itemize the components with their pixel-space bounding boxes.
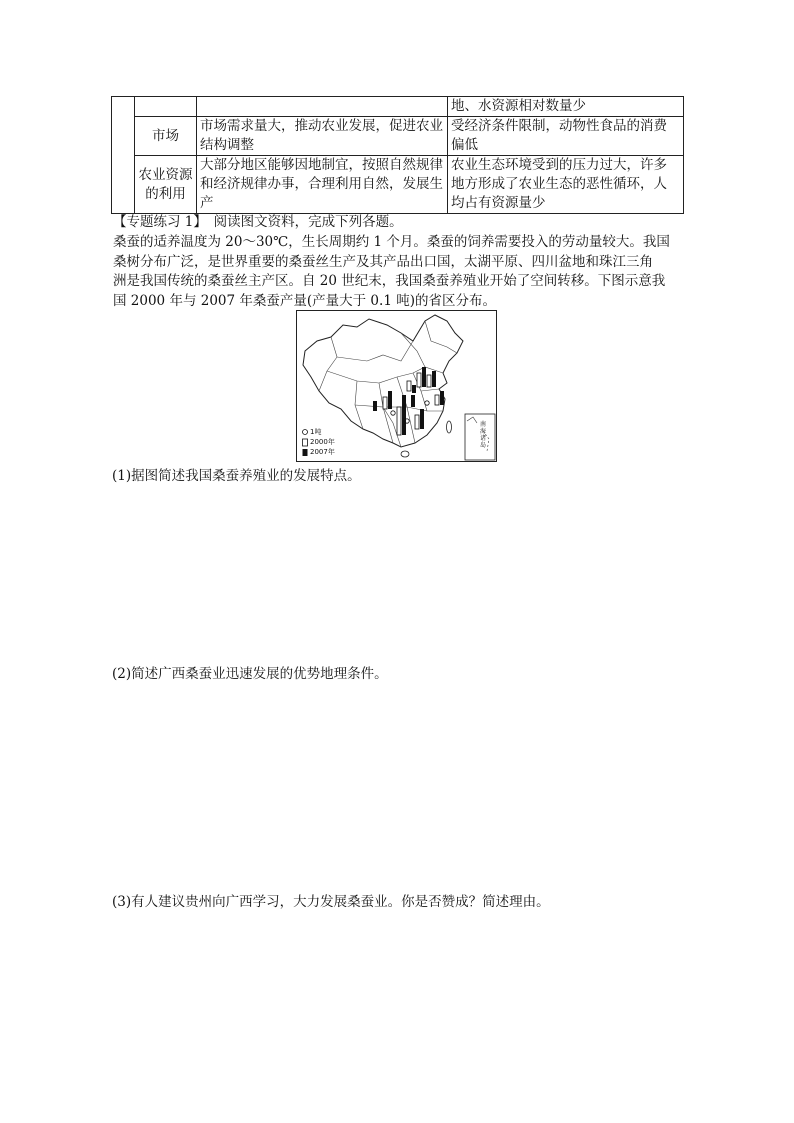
advantage-cell	[197, 97, 448, 117]
limitation-cell: 受经济条件限制，动物性食品的消费偏低	[448, 117, 684, 156]
paragraph-line: 桑树分布广泛，是世界重要的桑蚕丝生产及其产品出口国，太湖平原、四川盆地和珠江三角	[113, 253, 653, 270]
factor-cell	[135, 97, 197, 117]
inset-label: 南海诸岛	[480, 421, 487, 449]
table-row	[112, 156, 684, 214]
advantage-cell: 市场需求量大，推动农业发展，促进农业结构调整	[197, 117, 448, 156]
question-1: (1)据图简述我国桑蚕养殖业的发展特点。	[112, 468, 361, 484]
table-blank-cell	[112, 97, 135, 214]
legend-label: 2007年	[310, 448, 335, 456]
legend-bar-2007-icon	[303, 449, 308, 456]
china-silkworm-map	[296, 310, 497, 462]
paragraph-line: 洲是我国传统的桑蚕丝主产区。自 20 世纪末，我国桑蚕养殖业开始了空间转移。下图示意我	[113, 273, 666, 289]
limitation-cell: 地、水资源相对数量少	[448, 97, 684, 117]
factor-cell: 农业资源的利用	[135, 156, 197, 214]
table-row	[112, 97, 684, 117]
map-legend	[303, 430, 308, 457]
reading-paragraph	[113, 233, 685, 311]
legend-labels	[310, 427, 335, 457]
advantage-cell: 大部分地区能够因地制宜，按照自然规律和经济规律办事，合理利用自然，发展生产	[197, 156, 448, 214]
question-2: (2)简述广西桑蚕业迅速发展的优势地理条件。	[112, 666, 388, 682]
paragraph-line: 桑蚕的适养温度为 20～30℃，生长周期约 1 个月。桑蚕的饲养需要投入的劳动量较大。我国	[113, 234, 670, 250]
paragraph-line: 国 2000 年与 2007 年桑蚕产量(产量大于 0.1 吨)的省区分布。	[113, 292, 496, 309]
practice-heading: 【专题练习 1】 阅读图文资料，完成下列各题。	[113, 214, 403, 230]
limitation-cell: 农业生态环境受到的压力过大，许多地方形成了农业生态的恶性循环，人均占有资源量少	[448, 156, 684, 214]
factor-cell: 市场	[135, 117, 197, 156]
legend-bar-2000-icon	[303, 439, 308, 446]
table-row	[112, 117, 684, 156]
legend-label: 1吨	[310, 428, 322, 436]
legend-label: 2000年	[310, 438, 335, 446]
question-3: (3)有人建议贵州向广西学习，大力发展桑蚕业。你是否赞成？简述理由。	[112, 894, 550, 910]
production-bars	[373, 367, 444, 435]
factors-table	[111, 96, 684, 214]
legend-circle-icon	[303, 430, 308, 435]
